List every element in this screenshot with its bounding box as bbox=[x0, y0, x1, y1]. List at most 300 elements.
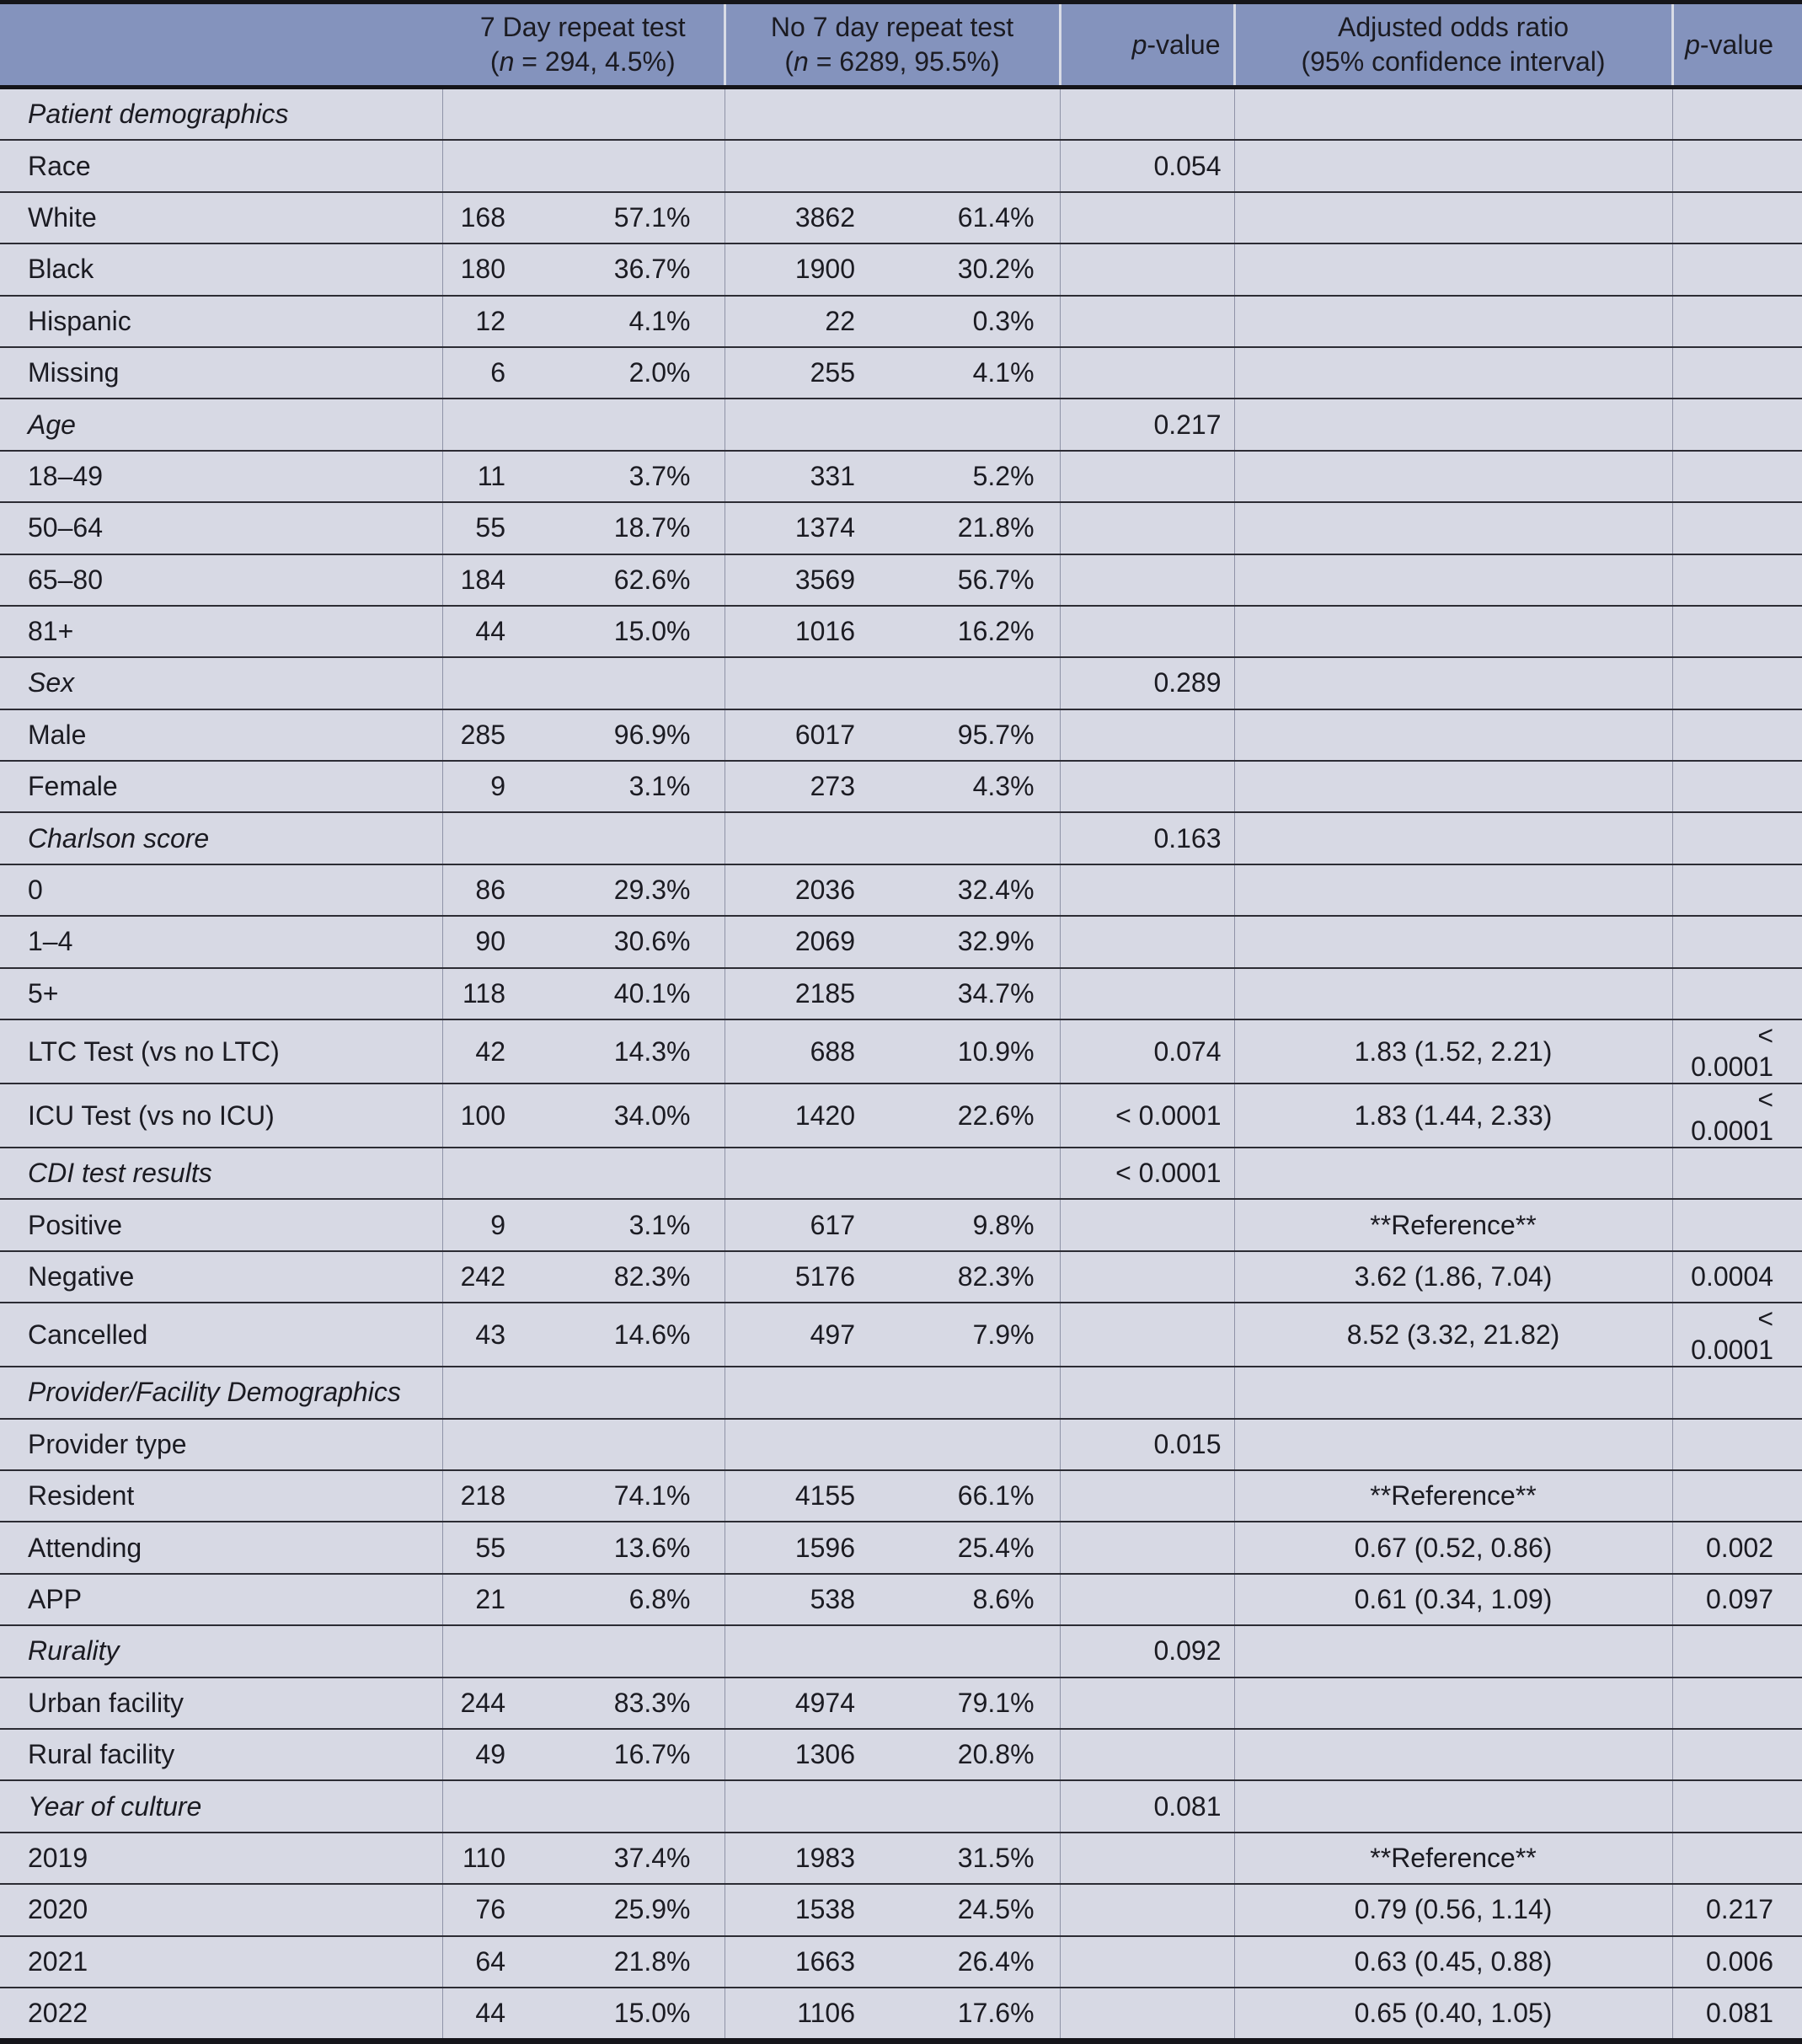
cell-n-norepeat: 2069 bbox=[725, 916, 876, 967]
cell-aor-pvalue: 0.081 bbox=[1672, 1988, 1802, 2041]
cell-label: Year of culture bbox=[0, 1780, 442, 1832]
cell-n-norepeat bbox=[725, 1625, 876, 1677]
cell-n-repeat: 180 bbox=[442, 243, 543, 295]
table-row bbox=[0, 1625, 1802, 1677]
cell-pvalue bbox=[1060, 347, 1234, 399]
cell-label: Female bbox=[0, 761, 442, 812]
cell-label: 50–64 bbox=[0, 502, 442, 554]
cell-n-repeat bbox=[442, 1780, 543, 1832]
cell-n-norepeat: 538 bbox=[725, 1574, 876, 1625]
cell-aor-pvalue bbox=[1672, 192, 1802, 243]
cell-pct-repeat: 14.3% bbox=[543, 1019, 725, 1084]
cell-aor bbox=[1234, 1625, 1672, 1677]
cell-n-repeat: 110 bbox=[442, 1833, 543, 1884]
cell-label: Positive bbox=[0, 1199, 442, 1250]
cell-aor bbox=[1234, 1729, 1672, 1780]
cell-pvalue: 0.081 bbox=[1060, 1780, 1234, 1832]
cell-n-repeat bbox=[442, 1419, 543, 1470]
cell-pct-norepeat: 82.3% bbox=[876, 1251, 1060, 1303]
cell-aor bbox=[1234, 968, 1672, 1019]
cell-aor-pvalue bbox=[1672, 554, 1802, 606]
cell-n-repeat: 49 bbox=[442, 1729, 543, 1780]
cell-n-repeat bbox=[442, 140, 543, 191]
cell-aor-pvalue bbox=[1672, 1419, 1802, 1470]
cell-pct-repeat: 34.0% bbox=[543, 1084, 725, 1148]
cell-label: 2021 bbox=[0, 1936, 442, 1988]
cell-pvalue bbox=[1060, 1729, 1234, 1780]
header-7day-n-pre: ( bbox=[489, 46, 500, 77]
cell-n-repeat: 76 bbox=[442, 1884, 543, 1935]
cell-aor-pvalue bbox=[1672, 1833, 1802, 1884]
cell-aor-pvalue: 0.217 bbox=[1672, 1884, 1802, 1935]
table-row bbox=[0, 1988, 1802, 2041]
cell-label: APP bbox=[0, 1574, 442, 1625]
cell-n-norepeat: 273 bbox=[725, 761, 876, 812]
header-aor-line2: (95% confidence interval) bbox=[1301, 46, 1606, 77]
cell-pct-norepeat bbox=[876, 1367, 1060, 1418]
cell-pct-norepeat: 5.2% bbox=[876, 451, 1060, 502]
cell-pct-norepeat: 8.6% bbox=[876, 1574, 1060, 1625]
cell-label: 65–80 bbox=[0, 554, 442, 606]
table-row bbox=[0, 243, 1802, 295]
cell-pct-norepeat: 24.5% bbox=[876, 1884, 1060, 1935]
cell-pct-repeat: 37.4% bbox=[543, 1833, 725, 1884]
cell-n-norepeat: 1374 bbox=[725, 502, 876, 554]
cell-pct-repeat bbox=[543, 1367, 725, 1418]
header-7day-n bbox=[442, 45, 724, 79]
cell-label: Race bbox=[0, 140, 442, 191]
cell-aor bbox=[1234, 243, 1672, 295]
cell-pct-norepeat: 7.9% bbox=[876, 1303, 1060, 1367]
cell-aor-pvalue: < 0.0001 bbox=[1672, 1084, 1802, 1148]
cell-aor-pvalue bbox=[1672, 916, 1802, 967]
cell-aor: 0.63 (0.45, 0.88) bbox=[1234, 1936, 1672, 1988]
cell-n-norepeat: 5176 bbox=[725, 1251, 876, 1303]
cell-aor bbox=[1234, 554, 1672, 606]
cell-n-repeat: 11 bbox=[442, 451, 543, 502]
cell-pct-norepeat: 22.6% bbox=[876, 1084, 1060, 1148]
cell-pct-norepeat: 31.5% bbox=[876, 1833, 1060, 1884]
cell-aor bbox=[1234, 1780, 1672, 1832]
cell-n-norepeat: 688 bbox=[725, 1019, 876, 1084]
table-row bbox=[0, 1677, 1802, 1729]
header-no7day-group bbox=[725, 3, 1060, 88]
header-no7day-n-italic: n bbox=[794, 46, 809, 77]
cell-pct-norepeat bbox=[876, 812, 1060, 864]
cell-n-norepeat bbox=[725, 1148, 876, 1199]
cell-aor bbox=[1234, 1148, 1672, 1199]
cell-n-norepeat: 2185 bbox=[725, 968, 876, 1019]
table-row bbox=[0, 864, 1802, 916]
cell-pvalue: 0.092 bbox=[1060, 1625, 1234, 1677]
cell-pct-repeat: 25.9% bbox=[543, 1884, 725, 1935]
cell-n-repeat: 218 bbox=[442, 1470, 543, 1522]
cell-aor-pvalue: < 0.0001 bbox=[1672, 1303, 1802, 1367]
cell-n-repeat: 44 bbox=[442, 606, 543, 657]
table-row bbox=[0, 554, 1802, 606]
cell-n-norepeat: 617 bbox=[725, 1199, 876, 1250]
cell-aor-pvalue bbox=[1672, 88, 1802, 141]
cell-label: ICU Test (vs no ICU) bbox=[0, 1084, 442, 1148]
cell-aor: **Reference** bbox=[1234, 1199, 1672, 1250]
cell-pvalue bbox=[1060, 1936, 1234, 1988]
cell-aor-pvalue bbox=[1672, 296, 1802, 347]
cell-aor-pvalue bbox=[1672, 243, 1802, 295]
table-row bbox=[0, 1574, 1802, 1625]
header-pvalue-1-rest: -value bbox=[1147, 29, 1221, 60]
cell-pct-norepeat: 16.2% bbox=[876, 606, 1060, 657]
cell-n-norepeat: 1663 bbox=[725, 1936, 876, 1988]
cell-pvalue bbox=[1060, 88, 1234, 141]
cell-aor bbox=[1234, 399, 1672, 450]
header-pvalue-2-p: p bbox=[1685, 29, 1700, 60]
cell-n-repeat: 21 bbox=[442, 1574, 543, 1625]
cell-pct-norepeat: 4.1% bbox=[876, 347, 1060, 399]
cell-pvalue bbox=[1060, 1470, 1234, 1522]
cell-pvalue: 0.289 bbox=[1060, 657, 1234, 709]
cell-n-norepeat: 1306 bbox=[725, 1729, 876, 1780]
cell-pct-norepeat: 9.8% bbox=[876, 1199, 1060, 1250]
cell-pvalue bbox=[1060, 296, 1234, 347]
cell-pct-repeat: 3.7% bbox=[543, 451, 725, 502]
table-row bbox=[0, 399, 1802, 450]
cell-label: Male bbox=[0, 709, 442, 761]
cell-n-repeat: 6 bbox=[442, 347, 543, 399]
cell-aor: 3.62 (1.86, 7.04) bbox=[1234, 1251, 1672, 1303]
cell-pct-repeat: 21.8% bbox=[543, 1936, 725, 1988]
cell-aor bbox=[1234, 657, 1672, 709]
cell-n-repeat: 44 bbox=[442, 1988, 543, 2041]
cell-n-norepeat: 6017 bbox=[725, 709, 876, 761]
table-row bbox=[0, 1419, 1802, 1470]
cell-pct-repeat: 3.1% bbox=[543, 761, 725, 812]
cell-pct-repeat: 29.3% bbox=[543, 864, 725, 916]
cell-aor-pvalue: 0.002 bbox=[1672, 1522, 1802, 1573]
cell-pct-norepeat: 21.8% bbox=[876, 502, 1060, 554]
cell-aor-pvalue: 0.097 bbox=[1672, 1574, 1802, 1625]
cell-aor-pvalue bbox=[1672, 1677, 1802, 1729]
cell-n-repeat: 285 bbox=[442, 709, 543, 761]
cell-n-norepeat: 2036 bbox=[725, 864, 876, 916]
cell-label: Black bbox=[0, 243, 442, 295]
header-aor-line1: Adjusted odds ratio bbox=[1338, 12, 1569, 43]
cell-aor-pvalue: 0.006 bbox=[1672, 1936, 1802, 1988]
cell-pvalue: 0.074 bbox=[1060, 1019, 1234, 1084]
table-row bbox=[0, 1367, 1802, 1418]
cell-pct-norepeat: 30.2% bbox=[876, 243, 1060, 295]
table-row bbox=[0, 761, 1802, 812]
table-row bbox=[0, 1936, 1802, 1988]
cell-label: 18–49 bbox=[0, 451, 442, 502]
cell-pvalue bbox=[1060, 502, 1234, 554]
cell-aor bbox=[1234, 140, 1672, 191]
cell-n-repeat: 118 bbox=[442, 968, 543, 1019]
cell-n-norepeat bbox=[725, 88, 876, 141]
cell-aor-pvalue bbox=[1672, 1148, 1802, 1199]
cell-aor bbox=[1234, 502, 1672, 554]
cell-pct-repeat bbox=[543, 657, 725, 709]
cell-pct-repeat: 4.1% bbox=[543, 296, 725, 347]
table-row bbox=[0, 140, 1802, 191]
cell-n-norepeat: 331 bbox=[725, 451, 876, 502]
cell-pvalue: 0.163 bbox=[1060, 812, 1234, 864]
cell-pct-repeat: 83.3% bbox=[543, 1677, 725, 1729]
cell-pct-norepeat: 0.3% bbox=[876, 296, 1060, 347]
cell-aor: **Reference** bbox=[1234, 1470, 1672, 1522]
cell-aor bbox=[1234, 709, 1672, 761]
cell-pvalue bbox=[1060, 606, 1234, 657]
header-no7day-n bbox=[726, 45, 1059, 79]
cell-n-repeat bbox=[442, 399, 543, 450]
cell-aor-pvalue bbox=[1672, 347, 1802, 399]
header-7day-n-post: = 294, 4.5%) bbox=[514, 46, 676, 77]
cell-label: Provider type bbox=[0, 1419, 442, 1470]
cell-pvalue: 0.015 bbox=[1060, 1419, 1234, 1470]
cell-aor bbox=[1234, 916, 1672, 967]
table-row bbox=[0, 606, 1802, 657]
cell-aor-pvalue bbox=[1672, 399, 1802, 450]
cell-pct-repeat: 3.1% bbox=[543, 1199, 725, 1250]
table-row bbox=[0, 1833, 1802, 1884]
cell-n-repeat: 168 bbox=[442, 192, 543, 243]
cell-n-repeat: 100 bbox=[442, 1084, 543, 1148]
cell-aor-pvalue bbox=[1672, 606, 1802, 657]
cell-n-repeat: 86 bbox=[442, 864, 543, 916]
table-row bbox=[0, 451, 1802, 502]
cell-aor bbox=[1234, 606, 1672, 657]
table-row bbox=[0, 1084, 1802, 1148]
cell-pct-repeat: 57.1% bbox=[543, 192, 725, 243]
cell-pvalue bbox=[1060, 192, 1234, 243]
cell-aor-pvalue bbox=[1672, 761, 1802, 812]
cell-n-repeat: 90 bbox=[442, 916, 543, 967]
table-row bbox=[0, 1019, 1802, 1084]
cell-pct-repeat bbox=[543, 1148, 725, 1199]
header-pvalue-2 bbox=[1672, 3, 1802, 88]
cell-pct-repeat bbox=[543, 1780, 725, 1832]
cell-n-norepeat bbox=[725, 657, 876, 709]
cell-n-norepeat: 3569 bbox=[725, 554, 876, 606]
cell-pct-norepeat: 34.7% bbox=[876, 968, 1060, 1019]
cell-pct-norepeat bbox=[876, 1780, 1060, 1832]
cell-pct-norepeat bbox=[876, 657, 1060, 709]
cell-label: Negative bbox=[0, 1251, 442, 1303]
cell-n-norepeat: 1983 bbox=[725, 1833, 876, 1884]
table-row bbox=[0, 192, 1802, 243]
cell-n-norepeat bbox=[725, 140, 876, 191]
cell-n-norepeat: 4974 bbox=[725, 1677, 876, 1729]
header-row bbox=[0, 3, 1802, 88]
cell-pct-repeat: 36.7% bbox=[543, 243, 725, 295]
cell-pct-repeat: 96.9% bbox=[543, 709, 725, 761]
cell-pct-repeat: 16.7% bbox=[543, 1729, 725, 1780]
cell-aor-pvalue bbox=[1672, 1729, 1802, 1780]
cell-n-repeat: 244 bbox=[442, 1677, 543, 1729]
cell-aor: 1.83 (1.52, 2.21) bbox=[1234, 1019, 1672, 1084]
cell-n-repeat: 9 bbox=[442, 761, 543, 812]
cell-pct-norepeat: 61.4% bbox=[876, 192, 1060, 243]
cell-pct-norepeat bbox=[876, 1625, 1060, 1677]
cell-pct-repeat bbox=[543, 1625, 725, 1677]
table-row bbox=[0, 1199, 1802, 1250]
cell-aor: 0.65 (0.40, 1.05) bbox=[1234, 1988, 1672, 2041]
cell-pct-repeat: 15.0% bbox=[543, 606, 725, 657]
cell-pvalue bbox=[1060, 1833, 1234, 1884]
cell-aor: 1.83 (1.44, 2.33) bbox=[1234, 1084, 1672, 1148]
header-pvalue-1 bbox=[1060, 3, 1234, 88]
header-aor bbox=[1234, 3, 1672, 88]
table-row bbox=[0, 1729, 1802, 1780]
cell-label: 1–4 bbox=[0, 916, 442, 967]
table-row bbox=[0, 1780, 1802, 1832]
table-row bbox=[0, 1522, 1802, 1573]
cell-pvalue bbox=[1060, 1251, 1234, 1303]
cell-label: Attending bbox=[0, 1522, 442, 1573]
table-row bbox=[0, 1251, 1802, 1303]
cell-pvalue bbox=[1060, 1367, 1234, 1418]
cell-pvalue bbox=[1060, 1884, 1234, 1935]
table-row bbox=[0, 1148, 1802, 1199]
cell-label: 81+ bbox=[0, 606, 442, 657]
header-no7day-title: No 7 day repeat test bbox=[770, 12, 1014, 43]
cell-pvalue bbox=[1060, 1199, 1234, 1250]
table-row bbox=[0, 812, 1802, 864]
cell-aor bbox=[1234, 812, 1672, 864]
cell-pct-norepeat: 95.7% bbox=[876, 709, 1060, 761]
table-row bbox=[0, 968, 1802, 1019]
cell-label: 2020 bbox=[0, 1884, 442, 1935]
table-row bbox=[0, 88, 1802, 141]
cell-label: Age bbox=[0, 399, 442, 450]
cell-pvalue: 0.054 bbox=[1060, 140, 1234, 191]
cell-n-repeat bbox=[442, 1367, 543, 1418]
cell-n-norepeat: 1106 bbox=[725, 1988, 876, 2041]
cell-n-repeat bbox=[442, 657, 543, 709]
cell-aor-pvalue bbox=[1672, 657, 1802, 709]
cell-pvalue bbox=[1060, 1988, 1234, 2041]
cell-pct-repeat: 14.6% bbox=[543, 1303, 725, 1367]
table-row bbox=[0, 709, 1802, 761]
cell-pct-norepeat bbox=[876, 140, 1060, 191]
cell-label: Sex bbox=[0, 657, 442, 709]
cell-pvalue bbox=[1060, 1677, 1234, 1729]
cell-pct-repeat: 74.1% bbox=[543, 1470, 725, 1522]
cell-pct-repeat bbox=[543, 140, 725, 191]
cell-pvalue: 0.217 bbox=[1060, 399, 1234, 450]
cell-n-norepeat: 4155 bbox=[725, 1470, 876, 1522]
cell-n-norepeat: 1596 bbox=[725, 1522, 876, 1573]
cell-pvalue bbox=[1060, 968, 1234, 1019]
cell-aor-pvalue bbox=[1672, 968, 1802, 1019]
cell-n-norepeat bbox=[725, 399, 876, 450]
cell-pct-repeat bbox=[543, 399, 725, 450]
cell-n-repeat bbox=[442, 1625, 543, 1677]
cell-pct-repeat bbox=[543, 88, 725, 141]
cell-pct-norepeat: 56.7% bbox=[876, 554, 1060, 606]
cell-aor bbox=[1234, 864, 1672, 916]
cell-pct-norepeat: 25.4% bbox=[876, 1522, 1060, 1573]
cell-label: 5+ bbox=[0, 968, 442, 1019]
cell-aor-pvalue bbox=[1672, 502, 1802, 554]
table-row bbox=[0, 657, 1802, 709]
cell-pvalue bbox=[1060, 1303, 1234, 1367]
header-pvalue-1-p: p bbox=[1131, 29, 1147, 60]
cell-label: 2019 bbox=[0, 1833, 442, 1884]
table-row bbox=[0, 916, 1802, 967]
cell-label: Rurality bbox=[0, 1625, 442, 1677]
cell-pct-repeat bbox=[543, 812, 725, 864]
cell-pct-norepeat: 32.9% bbox=[876, 916, 1060, 967]
cell-pct-norepeat: 10.9% bbox=[876, 1019, 1060, 1084]
cell-n-repeat bbox=[442, 1148, 543, 1199]
cell-n-repeat: 42 bbox=[442, 1019, 543, 1084]
cell-label: Missing bbox=[0, 347, 442, 399]
cell-aor bbox=[1234, 88, 1672, 141]
cell-pvalue bbox=[1060, 1522, 1234, 1573]
cell-aor-pvalue bbox=[1672, 709, 1802, 761]
header-pvalue-2-rest: -value bbox=[1699, 29, 1774, 60]
cell-pct-repeat: 2.0% bbox=[543, 347, 725, 399]
cell-pct-repeat: 18.7% bbox=[543, 502, 725, 554]
cell-pct-repeat: 82.3% bbox=[543, 1251, 725, 1303]
cell-aor-pvalue bbox=[1672, 451, 1802, 502]
cell-label: Hispanic bbox=[0, 296, 442, 347]
cell-pvalue: < 0.0001 bbox=[1060, 1148, 1234, 1199]
table-row bbox=[0, 1303, 1802, 1367]
cell-n-norepeat: 1538 bbox=[725, 1884, 876, 1935]
cell-pvalue bbox=[1060, 916, 1234, 967]
cell-pvalue bbox=[1060, 761, 1234, 812]
cell-pct-norepeat: 20.8% bbox=[876, 1729, 1060, 1780]
cell-n-norepeat bbox=[725, 1367, 876, 1418]
table-body bbox=[0, 88, 1802, 2041]
cell-pvalue bbox=[1060, 1574, 1234, 1625]
cell-label: 0 bbox=[0, 864, 442, 916]
cell-pct-repeat: 62.6% bbox=[543, 554, 725, 606]
cell-pct-norepeat: 26.4% bbox=[876, 1936, 1060, 1988]
cell-aor bbox=[1234, 347, 1672, 399]
cell-label: Patient demographics bbox=[0, 88, 442, 141]
cell-aor-pvalue bbox=[1672, 140, 1802, 191]
cell-n-repeat bbox=[442, 812, 543, 864]
cell-n-repeat: 12 bbox=[442, 296, 543, 347]
cell-aor bbox=[1234, 761, 1672, 812]
cell-n-repeat: 184 bbox=[442, 554, 543, 606]
cell-aor: 0.61 (0.34, 1.09) bbox=[1234, 1574, 1672, 1625]
cell-pct-norepeat bbox=[876, 399, 1060, 450]
cell-n-norepeat: 1420 bbox=[725, 1084, 876, 1148]
cell-aor-pvalue bbox=[1672, 1625, 1802, 1677]
cell-n-repeat: 9 bbox=[442, 1199, 543, 1250]
table-row bbox=[0, 347, 1802, 399]
cell-pct-repeat bbox=[543, 1419, 725, 1470]
cell-pvalue bbox=[1060, 709, 1234, 761]
cell-pct-norepeat: 17.6% bbox=[876, 1988, 1060, 2041]
cell-aor-pvalue bbox=[1672, 864, 1802, 916]
cell-aor bbox=[1234, 1419, 1672, 1470]
cell-pct-repeat: 30.6% bbox=[543, 916, 725, 967]
cell-n-norepeat bbox=[725, 1780, 876, 1832]
cell-pct-repeat: 40.1% bbox=[543, 968, 725, 1019]
cell-n-norepeat: 1900 bbox=[725, 243, 876, 295]
cell-aor-pvalue bbox=[1672, 1199, 1802, 1250]
cell-label: Provider/Facility Demographics bbox=[0, 1367, 442, 1418]
cell-label: Urban facility bbox=[0, 1677, 442, 1729]
cell-pvalue bbox=[1060, 554, 1234, 606]
cell-pct-norepeat: 4.3% bbox=[876, 761, 1060, 812]
header-7day-n-italic: n bbox=[499, 46, 515, 77]
cell-pvalue bbox=[1060, 864, 1234, 916]
